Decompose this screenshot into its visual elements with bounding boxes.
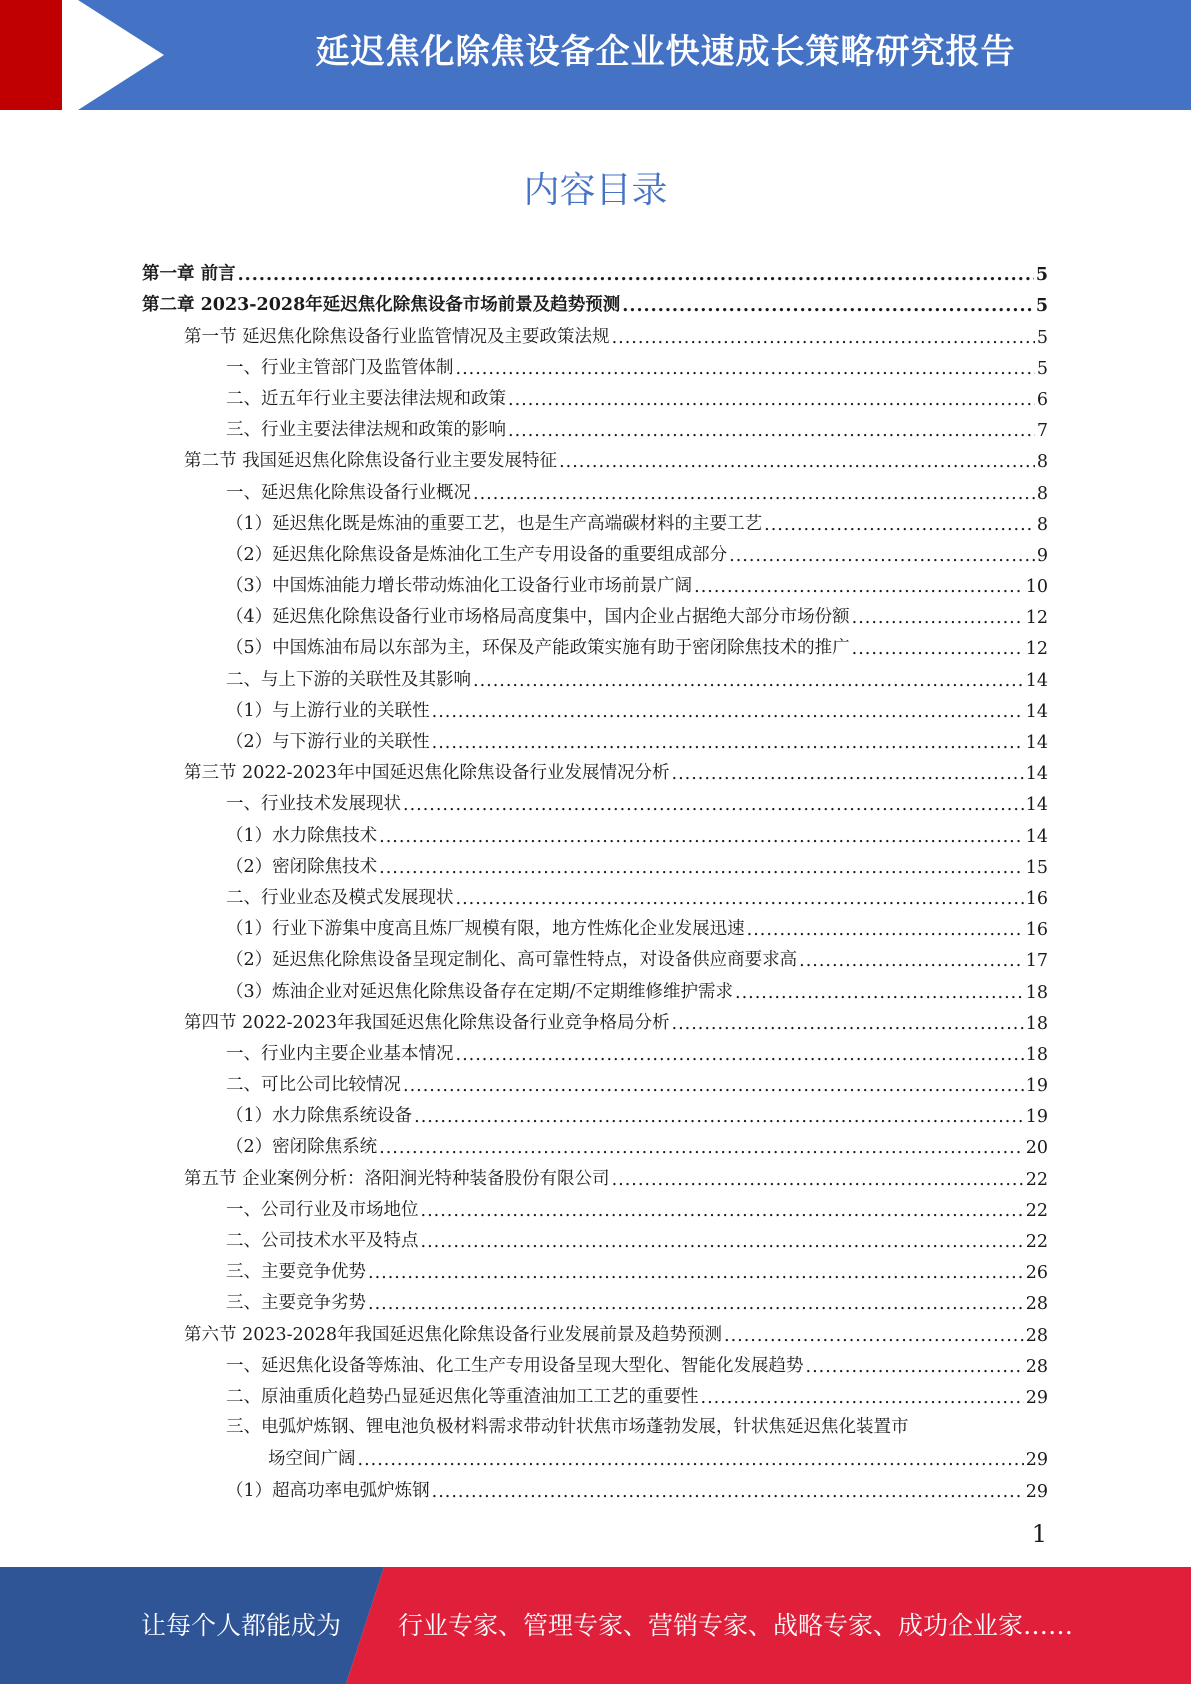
- toc-entry[interactable]: [142, 379, 1048, 410]
- toc-entry[interactable]: [142, 535, 1048, 566]
- toc-entry[interactable]: [142, 1034, 1048, 1065]
- footer-banner: [0, 1567, 1191, 1684]
- toc-page-number: 12: [1025, 639, 1048, 660]
- toc-entry[interactable]: [142, 1096, 1048, 1127]
- toc-entry[interactable]: [142, 1283, 1048, 1314]
- toc-page-number: 28: [1025, 1325, 1048, 1346]
- toc-leader-dots: [421, 1232, 1024, 1252]
- toc-page-number: 22: [1025, 1169, 1048, 1190]
- toc-page-number: 29: [1025, 1387, 1048, 1408]
- toc-page-number: 26: [1025, 1263, 1048, 1284]
- toc-page-number: 5: [1036, 358, 1048, 379]
- toc-entry-text: 第一节 延迟焦化除焦设备行业监管情况及主要政策法规: [184, 326, 610, 347]
- toc-entry[interactable]: [142, 504, 1048, 535]
- toc-entry[interactable]: [142, 1346, 1048, 1377]
- toc-entry-text: （3）炼油企业对延迟焦化除焦设备存在定期/不定期维修维护需求: [226, 981, 734, 1002]
- toc-leader-dots: [473, 484, 1035, 504]
- toc-leader-dots: [379, 858, 1024, 878]
- toc-entry[interactable]: [142, 1221, 1048, 1252]
- toc-entry-text: 一、延迟焦化除焦设备行业概况: [226, 482, 471, 503]
- toc-leader-dots: [379, 827, 1024, 847]
- toc-entry[interactable]: [142, 1314, 1048, 1345]
- toc-page-number: 7: [1036, 421, 1048, 442]
- toc-page-number: 8: [1036, 483, 1048, 504]
- toc-entry[interactable]: [142, 1127, 1048, 1158]
- toc-page-number: 28: [1025, 1356, 1048, 1377]
- toc-leader-dots: [729, 546, 1035, 566]
- toc-entry[interactable]: [142, 909, 1048, 940]
- toc-entry[interactable]: [142, 1377, 1048, 1408]
- toc-entry[interactable]: [142, 472, 1048, 503]
- toc-entry-text: （1）与上游行业的关联性: [226, 700, 430, 721]
- toc-page-number: 19: [1025, 1076, 1048, 1097]
- toc-leader-dots: [852, 608, 1024, 628]
- toc-entry[interactable]: [142, 348, 1048, 379]
- toc-leader-dots: [414, 1107, 1024, 1127]
- toc-leader-dots: [473, 671, 1024, 691]
- toc-entry-text: 第四节 2022-2023年我国延迟焦化除焦设备行业竞争格局分析: [184, 1012, 670, 1033]
- toc-leader-dots: [379, 1138, 1024, 1158]
- toc-entry-text: 一、行业技术发展现状: [226, 794, 401, 815]
- toc-entry-text: （1）延迟焦化既是炼油的重要工艺，也是生产高端碳材料的主要工艺: [226, 513, 763, 534]
- toc-page-number: 29: [1025, 1481, 1048, 1502]
- toc-entry-text: 第三节 2022-2023年中国延迟焦化除焦设备行业发展情况分析: [184, 763, 670, 784]
- toc-page-number: 5: [1035, 296, 1048, 317]
- toc-entry-text: 一、公司行业及市场地位: [226, 1199, 419, 1220]
- toc-leader-dots: [508, 421, 1035, 441]
- toc-entry-text: 第一章 前言: [142, 264, 236, 285]
- toc-leader-dots: [724, 1326, 1024, 1346]
- toc-page-number: 12: [1025, 608, 1048, 629]
- toc-entry[interactable]: [142, 878, 1048, 909]
- toc-page-number: 18: [1025, 1044, 1048, 1065]
- toc-entry[interactable]: [142, 1408, 1048, 1470]
- toc-leader-dots: [559, 452, 1035, 472]
- toc-entry[interactable]: [142, 441, 1048, 472]
- toc-entry[interactable]: [142, 691, 1048, 722]
- toc-leader-dots: [403, 795, 1024, 815]
- toc-entry-text: 一、延迟焦化设备等炼油、化工生产专用设备呈现大型化、智能化发展趋势: [226, 1355, 804, 1376]
- toc-page-number: 15: [1025, 857, 1048, 878]
- toc-entry[interactable]: [142, 847, 1048, 878]
- toc-leader-dots: [701, 1388, 1024, 1408]
- toc-leader-dots: [612, 328, 1035, 348]
- toc-leader-dots: [747, 920, 1024, 940]
- toc-page-number: 6: [1036, 389, 1048, 410]
- toc-leader-dots: [432, 733, 1024, 753]
- toc-entry-text: 二、原油重质化趋势凸显延迟焦化等重渣油加工工艺的重要性: [226, 1386, 699, 1407]
- toc-entry-text: 三、行业主要法律法规和政策的影响: [226, 420, 506, 441]
- toc-entry-text: （4）延迟焦化除焦设备行业市场格局高度集中，国内企业占据绝大部分市场份额: [226, 607, 850, 628]
- toc-page-number: 10: [1025, 577, 1048, 598]
- toc-entry-text: 三、主要竞争优势: [226, 1262, 366, 1283]
- toc-leader-dots: [238, 265, 1034, 285]
- toc-leader-dots: [806, 1357, 1024, 1377]
- toc-leader-dots: [368, 1294, 1024, 1314]
- toc-entry[interactable]: [142, 940, 1048, 971]
- toc-leader-dots: [764, 515, 1035, 535]
- toc-entry-text: 三、主要竞争劣势: [226, 1293, 366, 1314]
- toc-leader-dots: [672, 764, 1024, 784]
- table-of-contents: [142, 254, 1048, 1502]
- toc-leader-dots: [432, 702, 1024, 722]
- toc-entry-text: 第二节 我国延迟焦化除焦设备行业主要发展特征: [184, 451, 558, 472]
- toc-entry[interactable]: [142, 285, 1048, 316]
- toc-entry-text-cont: 场空间广阔: [268, 1449, 356, 1470]
- toc-page-number: 14: [1025, 795, 1048, 816]
- toc-page-number: 14: [1025, 733, 1048, 753]
- toc-page-number: 8: [1036, 514, 1048, 535]
- toc-entry[interactable]: [142, 1003, 1048, 1034]
- toc-leader-dots: [694, 577, 1024, 597]
- toc-entry-text: 一、行业主管部门及监管体制: [226, 357, 454, 378]
- toc-page-number: 20: [1025, 1138, 1048, 1159]
- toc-page-number: 8: [1036, 452, 1048, 473]
- toc-entry[interactable]: [142, 1190, 1048, 1221]
- toc-entry-text: （2）密闭除焦技术: [226, 856, 378, 877]
- toc-page-number: 22: [1025, 1200, 1048, 1221]
- toc-entry[interactable]: [142, 1065, 1048, 1096]
- toc-entry-text: （2）与下游行业的关联性: [226, 732, 430, 752]
- footer-slogan-left: 让每个人都能成为: [141, 1611, 342, 1640]
- toc-page-number: 28: [1025, 1294, 1048, 1315]
- toc-entry[interactable]: [142, 597, 1048, 628]
- toc-leader-dots: [508, 390, 1035, 410]
- toc-entry-text: 二、公司技术水平及特点: [226, 1231, 419, 1251]
- toc-entry[interactable]: [142, 753, 1048, 784]
- toc-page-number: 14: [1025, 701, 1048, 722]
- toc-page-number: 29: [1025, 1450, 1048, 1471]
- toc-leader-dots: [456, 889, 1024, 909]
- toc-entry-text: （1）水力除焦技术: [226, 825, 378, 846]
- toc-entry-text: （2）密闭除焦系统: [226, 1137, 378, 1158]
- header-banner: [0, 0, 1191, 110]
- toc-leader-dots: [421, 1201, 1024, 1221]
- toc-entry[interactable]: [142, 566, 1048, 597]
- toc-entry-text: （3）中国炼油能力增长带动炼油化工设备行业市场前景广阔: [226, 576, 693, 597]
- toc-entry[interactable]: [142, 1158, 1048, 1189]
- footer-slogan-right: 行业专家、管理专家、营销专家、战略专家、成功企业家……: [398, 1611, 1074, 1640]
- toc-entry[interactable]: [142, 1470, 1048, 1501]
- toc-entry[interactable]: [142, 971, 1048, 1002]
- toc-leader-dots: [456, 1045, 1024, 1065]
- toc-entry[interactable]: [142, 659, 1048, 690]
- toc-page-number: 22: [1025, 1232, 1048, 1252]
- toc-entry-text: 二、可比公司比较情况: [226, 1075, 401, 1096]
- page-number: 1: [1031, 1520, 1047, 1548]
- toc-entry-text: 三、电弧炉炼钢、锂电池负极材料需求带动针状焦市场蓬勃发展，针状焦延迟焦化装置市: [226, 1416, 909, 1437]
- toc-entry-text: 二、近五年行业主要法律法规和政策: [226, 388, 506, 409]
- toc-entry-text: 第二章 2023-2028年延迟焦化除焦设备市场前景及趋势预测: [142, 295, 621, 316]
- toc-page-number: 16: [1025, 888, 1048, 909]
- toc-entry-text: （1）超高功率电弧炉炼钢: [226, 1480, 430, 1501]
- toc-entry[interactable]: [142, 410, 1048, 441]
- toc-page-number: 14: [1025, 764, 1048, 785]
- toc-entry[interactable]: [142, 815, 1048, 846]
- toc-leader-dots: [852, 639, 1024, 659]
- toc-entry[interactable]: [142, 1252, 1048, 1283]
- toc-leader-dots: [735, 983, 1024, 1003]
- toc-entry-text: （2）延迟焦化除焦设备是炼油化工生产专用设备的重要组成部分: [226, 544, 728, 565]
- toc-leader-dots: [612, 1170, 1024, 1190]
- toc-leader-dots: [672, 1014, 1024, 1034]
- toc-leader-dots: [432, 1482, 1024, 1502]
- toc-entry-text: 一、行业内主要企业基本情况: [226, 1043, 454, 1064]
- toc-page-number: 17: [1025, 951, 1048, 972]
- toc-entry[interactable]: [142, 316, 1048, 347]
- toc-page-number: 19: [1025, 1107, 1048, 1128]
- toc-page-number: 14: [1025, 670, 1048, 691]
- toc-leader-dots: [358, 1450, 1024, 1470]
- toc-page-number: 18: [1025, 1013, 1048, 1034]
- toc-leader-dots: [456, 359, 1035, 379]
- toc-heading: 内容目录: [523, 170, 668, 211]
- toc-entry-continuation: [226, 1439, 1048, 1470]
- toc-entry[interactable]: [142, 628, 1048, 659]
- toc-entry[interactable]: [142, 722, 1048, 753]
- toc-leader-dots: [403, 1076, 1024, 1096]
- toc-page-number: 14: [1025, 826, 1048, 847]
- toc-page-number: 5: [1036, 327, 1048, 348]
- toc-entry[interactable]: [142, 784, 1048, 815]
- report-title: 延迟焦化除焦设备企业快速成长策略研究报告: [315, 32, 1016, 72]
- toc-entry-text: 第六节 2023-2028年我国延迟焦化除焦设备行业发展前景及趋势预测: [184, 1324, 723, 1345]
- toc-leader-dots: [622, 296, 1034, 316]
- toc-entry-text: （1）水力除焦系统设备: [226, 1106, 413, 1127]
- toc-entry-text: 二、与上下游的关联性及其影响: [226, 669, 471, 690]
- toc-page-number: 9: [1036, 545, 1048, 566]
- toc-page-number: 5: [1035, 265, 1048, 286]
- toc-entry-text: 第五节 企业案例分析：洛阳涧光特种装备股份有限公司: [184, 1168, 610, 1189]
- toc-entry-text: （1）行业下游集中度高且炼厂规模有限，地方性炼化企业发展迅速: [226, 919, 745, 940]
- toc-entry-text: （5）中国炼油布局以东部为主，环保及产能政策实施有助于密闭除焦技术的推广: [226, 638, 850, 659]
- toc-leader-dots: [799, 951, 1024, 971]
- toc-page-number: 18: [1025, 982, 1048, 1003]
- toc-leader-dots: [368, 1263, 1024, 1283]
- toc-entry-text: 二、行业业态及模式发展现状: [226, 887, 454, 908]
- toc-page-number: 16: [1025, 920, 1048, 941]
- toc-entry[interactable]: [142, 254, 1048, 285]
- toc-entry-text: （2）延迟焦化除焦设备呈现定制化、高可靠性特点，对设备供应商要求高: [226, 950, 798, 971]
